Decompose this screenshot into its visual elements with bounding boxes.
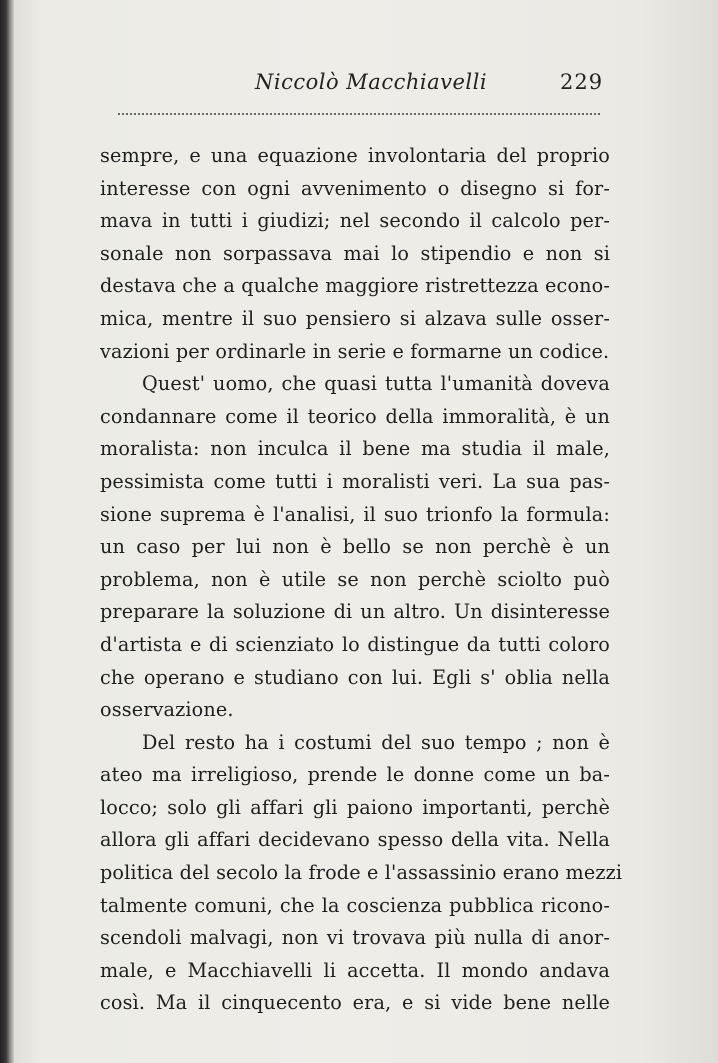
text-line: interesse con ogni avvenimento o disegno si for- <box>100 176 610 200</box>
text-line: talmente comuni, che la coscienza pubblica ricono- <box>100 893 610 917</box>
running-title: Niccolò Macchiavelli <box>255 70 488 94</box>
text-line: ateo ma irreligioso, prende le donne come un ba- <box>100 763 610 787</box>
text-line: vazioni per ordinarle in serie e formarne un codice. <box>100 339 610 363</box>
book-binding-edge <box>0 0 14 1063</box>
text-line: così. Ma il cinquecento era, e si vide bene nelle <box>100 991 610 1015</box>
page-header <box>0 64 718 104</box>
text-line: che operano e studiano con lui. Egli s' oblia nella <box>100 665 610 689</box>
text-line: pessimista come tutti i moralisti veri. La sua pas- <box>100 469 610 493</box>
text-line: un caso per lui non è bello se non perchè è un <box>100 535 610 559</box>
text-line: condannare come il teorico della immoralità, è un <box>100 404 610 428</box>
text-line: destava che a qualche maggiore ristrettezza econo- <box>100 274 610 298</box>
page-number: 229 <box>560 70 604 94</box>
text-line: scendoli malvagi, non vi trovava più nulla di anor- <box>100 926 610 950</box>
text-line: moralista: non inculca il bene ma studia il male, <box>100 437 610 461</box>
text-line: mica, mentre il suo pensiero si alzava sulle osser- <box>100 306 610 330</box>
text-line: problema, non è utile se non perchè sciolto può <box>100 567 610 591</box>
text-line: mava in tutti i giudizi; nel secondo il calcolo per- <box>100 209 610 233</box>
text-line: Del resto ha i costumi del suo tempo ; non è <box>142 730 610 754</box>
header-dotted-rule <box>118 113 600 115</box>
text-line: politica del secolo la frode e l'assassinio erano mezzi <box>100 861 623 885</box>
text-line: d'artista e di scienziato lo distingue da tutti coloro <box>100 632 610 656</box>
text-line: sione suprema è l'analisi, il suo trionfo la formula: <box>100 502 610 526</box>
text-line: locco; solo gli affari gli paiono importanti, perchè <box>100 795 610 819</box>
text-line: osservazione. <box>100 698 234 722</box>
text-line: male, e Macchiavelli li accetta. Il mondo andava <box>100 958 610 982</box>
text-line: sempre, e una equazione involontaria del proprio <box>100 144 610 167</box>
body-text <box>100 140 623 1020</box>
text-line: Quest' uomo, che quasi tutta l'umanità doveva <box>142 372 610 396</box>
text-line: preparare la soluzione di un altro. Un disinteresse <box>100 600 610 624</box>
text-line: sonale non sorpassava mai lo stipendio e non si <box>100 241 610 265</box>
text-line: allora gli affari decidevano spesso della vita. Nella <box>100 828 610 852</box>
